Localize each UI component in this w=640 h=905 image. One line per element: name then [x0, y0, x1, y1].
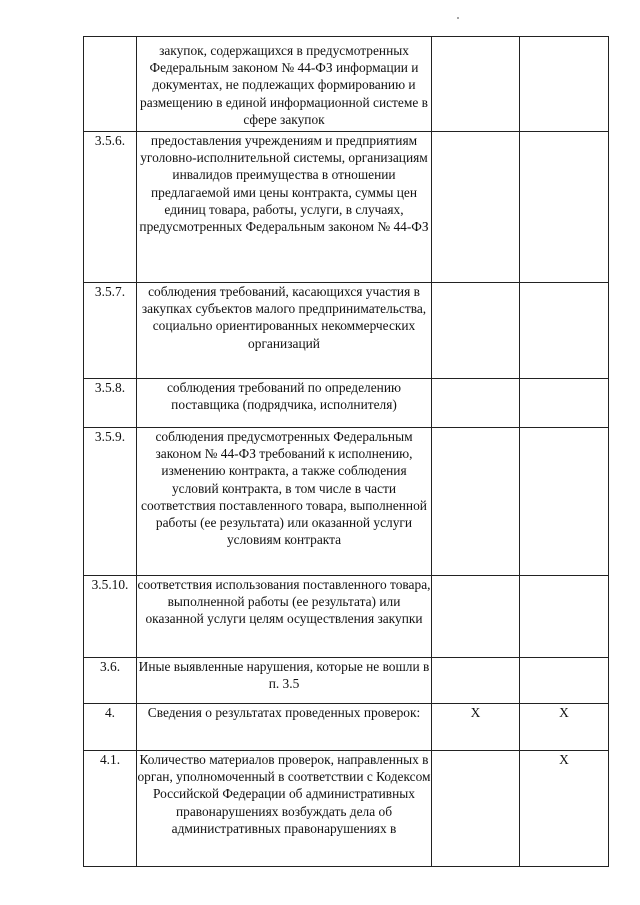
row-col-b	[520, 132, 609, 283]
row-number: 4.1.	[84, 751, 137, 867]
table-row	[84, 379, 609, 428]
row-text: Сведения о результатах проведенных проверок:	[137, 704, 432, 751]
row-col-a	[432, 37, 520, 132]
row-col-a	[432, 658, 520, 704]
table-row	[84, 283, 609, 379]
row-number: 3.5.10.	[84, 576, 137, 658]
row-col-a	[432, 576, 520, 658]
table-row	[84, 704, 609, 751]
table-row	[84, 658, 609, 704]
table-row	[84, 428, 609, 576]
row-text: закупок, содержащихся в предусмотренных Федеральным законом № 44-ФЗ информации и документах, не подлежащих формированию и размещению в единой информационной системе в сфере закупок	[137, 37, 432, 132]
row-col-a: X	[432, 704, 520, 751]
row-col-b	[520, 283, 609, 379]
row-text: Иные выявленные нарушения, которые не вошли в п. 3.5	[137, 658, 432, 704]
row-col-b: X	[520, 751, 609, 867]
row-number: 3.5.7.	[84, 283, 137, 379]
row-col-b	[520, 576, 609, 658]
row-col-b: X	[520, 704, 609, 751]
row-col-b	[520, 379, 609, 428]
scan-speck	[457, 17, 459, 19]
row-col-b	[520, 428, 609, 576]
row-number: 3.6.	[84, 658, 137, 704]
row-text: соблюдения предусмотренных Федеральным законом № 44-ФЗ требований к исполнению, изменению контракта, а также соблюдения условий контракта, в том числе в части соответствия поставленного товара, выполненной работы (ее результата) или оказанной услуги условиям контракта	[137, 428, 432, 576]
row-col-a	[432, 751, 520, 867]
row-text: соблюдения требований, касающихся участия в закупках субъектов малого предпринимательства, социально ориентированных некоммерческих организаций	[137, 283, 432, 379]
row-col-a	[432, 428, 520, 576]
table-row	[84, 751, 609, 867]
row-number: 3.5.9.	[84, 428, 137, 576]
row-text: соответствия использования поставленного товара, выполненной работы (ее результата) или оказанной услуги целям осуществления закупки	[137, 576, 432, 658]
row-text: соблюдения требований по определению поставщика (подрядчика, исполнителя)	[137, 379, 432, 428]
table-row	[84, 576, 609, 658]
table-row	[84, 37, 609, 132]
row-number: 3.5.6.	[84, 132, 137, 283]
report-table	[83, 36, 609, 867]
row-text: предоставления учреждениям и предприятиям уголовно-исполнительной системы, организациям инвалидов преимущества в отношении предлагаемой ими цены контракта, суммы цен единиц товара, работы, услуги, в случаях, предусмотренных Федеральным законом № 44-ФЗ	[137, 132, 432, 283]
row-number	[84, 37, 137, 132]
row-number: 4.	[84, 704, 137, 751]
row-col-b	[520, 37, 609, 132]
row-col-a	[432, 132, 520, 283]
row-text: Количество материалов проверок, направленных в орган, уполномоченный в соответствии с Кодексом Российской Федерации об административных правонарушениях возбуждать дела об административных правонарушениях в	[137, 751, 432, 867]
table-row	[84, 132, 609, 283]
row-col-b	[520, 658, 609, 704]
row-col-a	[432, 283, 520, 379]
row-number: 3.5.8.	[84, 379, 137, 428]
row-col-a	[432, 379, 520, 428]
